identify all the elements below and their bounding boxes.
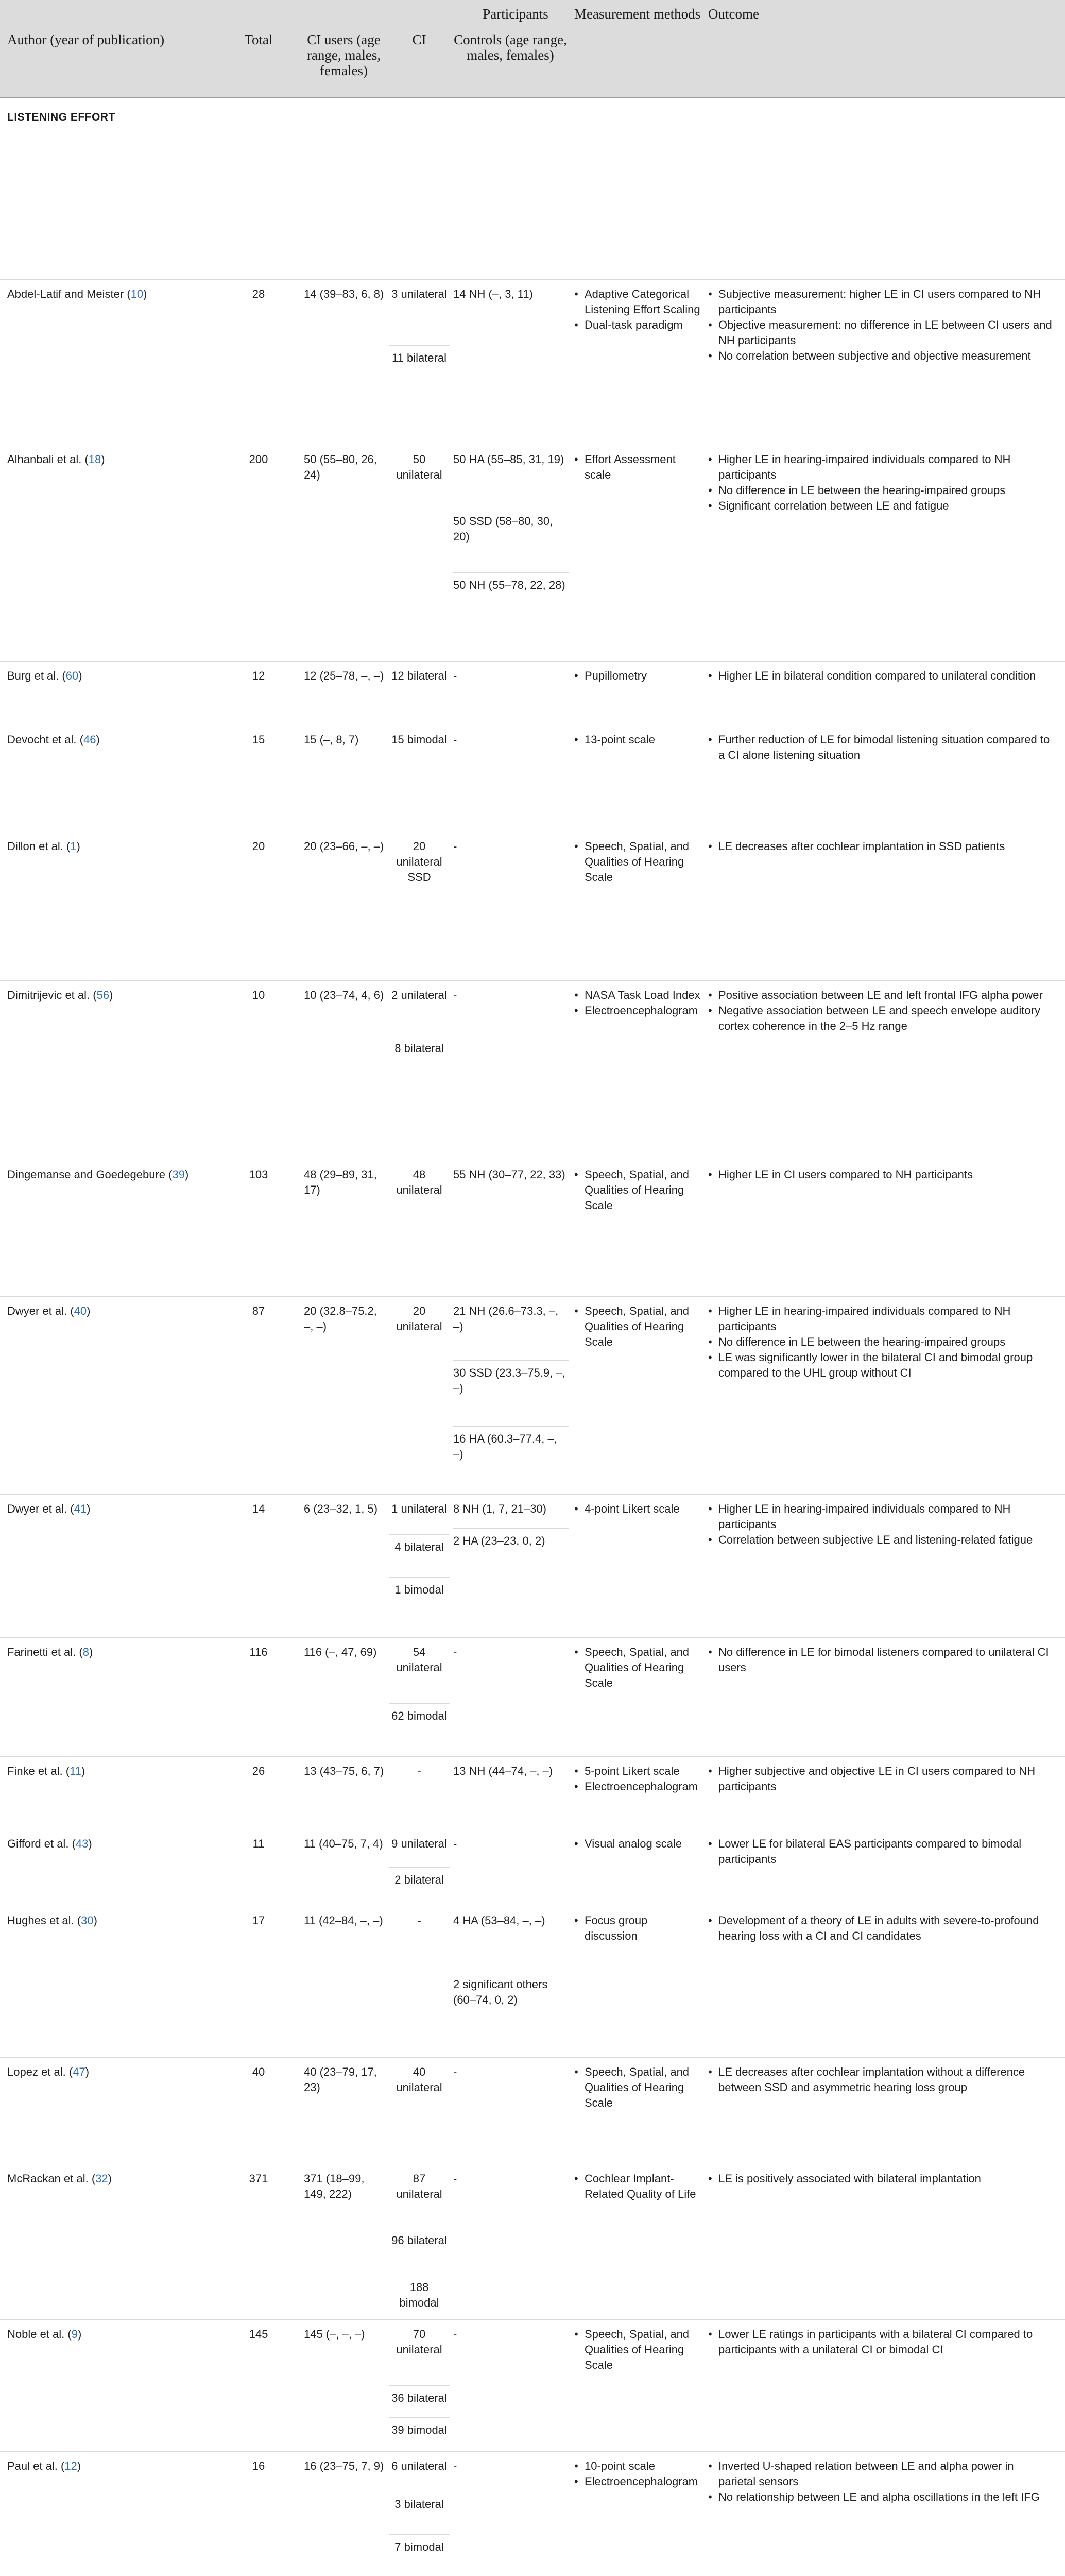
- table-row: [0, 1160, 1065, 1296]
- measurement-method: • 4-point Likert scale: [574, 1501, 703, 1517]
- ci-users-cell: 14 (39–83, 6, 8): [304, 287, 384, 300]
- ci-type-cell: 36 bilateral: [391, 2392, 447, 2404]
- total-cell: 26: [252, 1765, 265, 1777]
- outcome-item: • Positive association between LE and left frontal IFG alpha power: [708, 988, 1053, 1003]
- author-name: Hughes et al.: [7, 1914, 74, 1927]
- author-cell: Dillon et al. (1): [7, 840, 80, 853]
- outcome-list: [708, 2459, 1053, 2505]
- ci-type-cell: 70 unilateral: [396, 2328, 442, 2356]
- measurement-method: • Visual analog scale: [574, 1836, 703, 1852]
- measurement-method: • Focus group discussion: [574, 1913, 703, 1944]
- outcome-item: • Higher LE in hearing-impaired individuals compared to NH participants: [708, 452, 1053, 483]
- total-cell: 15: [252, 733, 265, 746]
- header-ci: CI: [412, 32, 426, 47]
- measurement-methods-list: [574, 1836, 703, 1852]
- measurement-methods-list: [574, 839, 703, 885]
- measurement-method: • Speech, Spatial, and Qualities of Hearing Scale: [574, 1167, 703, 1213]
- row-divider: [0, 1756, 1065, 1757]
- outcome-item: • No difference in LE between the hearing-impaired groups: [708, 483, 1053, 498]
- outcome-item: • No correlation between subjective and objective measurement: [708, 348, 1053, 364]
- measurement-methods-list: [574, 1303, 703, 1350]
- table-row: [0, 2451, 1065, 2576]
- citation-link[interactable]: 39: [172, 1168, 185, 1181]
- outcome-list: [708, 839, 1053, 854]
- ci-subrow-divider: [389, 1867, 450, 1868]
- ci-type-cell: 54 unilateral: [396, 1646, 442, 1674]
- author-cell: Farinetti et al. (8): [7, 1646, 93, 1658]
- outcome-item: • Subjective measurement: higher LE in CI users compared to NH participants: [708, 286, 1053, 317]
- total-cell: 20: [252, 840, 265, 853]
- header-measurement: Measurement methods: [574, 6, 701, 22]
- author-cell: Dimitrijevic et al. (56): [7, 989, 113, 1002]
- ci-type-cell: 8 bilateral: [394, 1042, 444, 1055]
- ci-type-cell: 15 bimodal: [391, 733, 447, 746]
- row-divider: [0, 1637, 1065, 1638]
- total-cell: 10: [252, 989, 265, 1002]
- outcome-item: • Development of a theory of LE in adults with severe-to-profound hearing loss with a CI and CI candidates: [708, 1913, 1053, 1944]
- citation-link[interactable]: 46: [83, 733, 96, 746]
- citation-link[interactable]: 10: [130, 287, 144, 300]
- measurement-method: • Speech, Spatial, and Qualities of Hearing Scale: [574, 2327, 703, 2373]
- measurement-methods-list: [574, 1501, 703, 1517]
- ci-type-cell: 2 bilateral: [394, 1873, 444, 1886]
- author-name: Alhanbali et al.: [7, 453, 82, 466]
- citation-link[interactable]: 41: [74, 1502, 87, 1515]
- row-divider: [0, 980, 1065, 981]
- measurement-method: • 10-point scale: [574, 2459, 703, 2474]
- row-divider: [0, 1494, 1065, 1495]
- measurement-methods-list: [574, 2459, 703, 2489]
- ci-type-cell: 1 unilateral: [391, 1502, 447, 1515]
- measurement-method: • Speech, Spatial, and Qualities of Hearing Scale: [574, 1303, 703, 1350]
- outcome-item: • No difference in LE for bimodal listeners compared to unilateral CI users: [708, 1645, 1053, 1675]
- ci-type-cell: 4 bilateral: [394, 1540, 444, 1553]
- header-controls: Controls (age range, males, females): [454, 32, 567, 63]
- total-cell: 200: [249, 453, 268, 466]
- measurement-methods-list: [574, 452, 703, 483]
- ci-type-cell: 6 unilateral: [391, 2460, 447, 2472]
- citation-link[interactable]: 47: [73, 2065, 85, 2078]
- citation-link[interactable]: 43: [75, 1837, 89, 1850]
- controls-cell: 4 HA (53–84, –, –): [453, 1914, 545, 1927]
- ci-users-cell: 6 (23–32, 1, 5): [304, 1502, 378, 1515]
- controls-subrow-divider: [453, 1360, 569, 1361]
- citation-link[interactable]: 18: [88, 453, 101, 466]
- section-title-listening-effort: LISTENING EFFORT: [7, 111, 115, 123]
- outcome-list: [708, 1764, 1053, 1794]
- controls-subrow-divider: [453, 1426, 569, 1427]
- outcome-list: [708, 452, 1053, 514]
- ci-type-cell: -: [417, 1914, 421, 1927]
- measurement-method: • Dual-task paradigm: [574, 317, 703, 333]
- measurement-methods-list: [574, 1167, 703, 1213]
- citation-link[interactable]: 9: [71, 2328, 78, 2341]
- ci-users-cell: 11 (42–84, –, –): [304, 1914, 383, 1927]
- header-ci-users: CI users (age range, males, females): [306, 32, 381, 78]
- author-name: Lopez et al.: [7, 2065, 66, 2078]
- total-cell: 371: [249, 2172, 268, 2185]
- ci-type-cell: 12 bilateral: [391, 669, 447, 682]
- citation-link[interactable]: 56: [96, 989, 110, 1002]
- ci-type-cell: 3 unilateral: [391, 287, 447, 300]
- measurement-methods-list: [574, 1764, 703, 1794]
- measurement-method: • Speech, Spatial, and Qualities of Hearing Scale: [574, 2064, 703, 2111]
- controls-cell: 50 HA (55–85, 31, 19): [453, 453, 564, 466]
- ci-type-cell: 1 bimodal: [394, 1583, 444, 1596]
- outcome-item: • No difference in LE between the hearing-impaired groups: [708, 1334, 1053, 1350]
- header-outcome: Outcome: [708, 6, 759, 22]
- table-row: [0, 1906, 1065, 2057]
- total-cell: 116: [249, 1646, 268, 1658]
- controls-cell: -: [453, 2172, 457, 2185]
- controls-subrow-divider: [453, 572, 569, 573]
- author-name: Paul et al.: [7, 2460, 58, 2472]
- ci-users-cell: 11 (40–75, 7, 4): [304, 1837, 383, 1850]
- measurement-method: • Pupillometry: [574, 668, 703, 684]
- outcome-item: • Objective measurement: no difference in LE between CI users and NH participants: [708, 317, 1053, 348]
- author-cell: Dwyer et al. (40): [7, 1304, 91, 1317]
- table-row: [0, 279, 1065, 445]
- ci-subrow-divider: [389, 2534, 450, 2535]
- row-divider: [0, 2319, 1065, 2320]
- measurement-method: • 13-point scale: [574, 732, 703, 748]
- outcome-item: • No relationship between LE and alpha oscillations in the left IFG: [708, 2489, 1053, 2505]
- author-name: Dwyer et al.: [7, 1304, 67, 1317]
- outcome-list: [708, 1836, 1053, 1867]
- outcome-list: [708, 2064, 1053, 2095]
- measurement-method: • Electroencephalogram: [574, 1003, 703, 1019]
- total-cell: 40: [252, 2065, 265, 2078]
- controls-cell: -: [453, 669, 457, 682]
- outcome-list: [708, 668, 1053, 684]
- citation-link[interactable]: 8: [82, 1646, 89, 1658]
- controls-cell: 2 significant others (60–74, 0, 2): [453, 1978, 548, 2006]
- total-cell: 17: [252, 1914, 265, 1927]
- controls-cell: 14 NH (–, 3, 11): [453, 287, 533, 300]
- author-name: Finke et al.: [7, 1765, 63, 1777]
- citation-link[interactable]: 30: [81, 1914, 94, 1927]
- outcome-item: • Lower LE for bilateral EAS participants compared to bimodal participants: [708, 1836, 1053, 1867]
- measurement-method: • Cochlear Implant-Related Quality of Life: [574, 2171, 703, 2202]
- ci-subrow-divider: [389, 345, 450, 346]
- measurement-methods-list: [574, 1645, 703, 1691]
- outcome-list: [708, 1303, 1053, 1381]
- outcome-item: • LE is positively associated with bilateral implantation: [708, 2171, 1053, 2187]
- outcome-list: [708, 1501, 1053, 1548]
- author-cell: Paul et al. (12): [7, 2460, 81, 2472]
- ci-type-cell: 62 bimodal: [391, 1709, 447, 1722]
- controls-cell: 16 HA (60.3–77.4, –, –): [453, 1432, 557, 1461]
- author-cell: Alhanbali et al. (18): [7, 453, 105, 466]
- citation-link[interactable]: 60: [65, 669, 79, 682]
- measurement-method: • Speech, Spatial, and Qualities of Hearing Scale: [574, 839, 703, 885]
- ci-type-cell: 20 unilateral: [396, 1304, 442, 1333]
- measurement-methods-list: [574, 732, 703, 748]
- row-divider: [0, 2451, 1065, 2452]
- ci-type-cell: 87 unilateral: [396, 2172, 442, 2200]
- ci-type-cell: 11 bilateral: [392, 351, 446, 364]
- ci-type-cell: 9 unilateral: [391, 1837, 447, 1850]
- row-divider: [0, 1296, 1065, 1297]
- header-total: Total: [244, 32, 273, 47]
- controls-cell: 30 SSD (23.3–75.9, –, –): [453, 1366, 565, 1395]
- author-cell: Lopez et al. (47): [7, 2065, 90, 2078]
- ci-users-cell: 48 (29–89, 31, 17): [304, 1168, 377, 1196]
- controls-cell: -: [453, 1837, 457, 1850]
- ci-subrow-divider: [389, 1577, 450, 1578]
- outcome-list: [708, 2171, 1053, 2187]
- ci-type-cell: 39 bimodal: [391, 2424, 447, 2436]
- outcome-item: • Significant correlation between LE and fatigue: [708, 498, 1053, 514]
- ci-users-cell: 116 (–, 47, 69): [304, 1646, 377, 1658]
- measurement-method: • Electroencephalogram: [574, 1779, 703, 1794]
- author-name: Farinetti et al.: [7, 1646, 76, 1658]
- author-cell: Dwyer et al. (41): [7, 1502, 91, 1515]
- table-row: [0, 1494, 1065, 1637]
- controls-cell: 21 NH (26.6–73.3, –, –): [453, 1304, 559, 1333]
- controls-cell: 55 NH (30–77, 22, 33): [453, 1168, 565, 1181]
- controls-cell: -: [453, 2460, 457, 2472]
- author-name: McRackan et al.: [7, 2172, 89, 2185]
- ci-users-cell: 20 (32.8–75.2, –, –): [304, 1304, 377, 1333]
- author-name: Dillon et al.: [7, 840, 63, 853]
- outcome-item: • Negative association between LE and speech envelope auditory cortex coherence in the 2–5 Hz range: [708, 1003, 1053, 1034]
- measurement-method: • Electroencephalogram: [574, 2474, 703, 2489]
- author-cell: Hughes et al. (30): [7, 1914, 97, 1927]
- outcome-item: • LE decreases after cochlear implantation without a difference between SSD and asymmetric hearing loss group: [708, 2064, 1053, 2095]
- citation-link[interactable]: 1: [70, 840, 77, 853]
- author-name: Dingemanse and Goedegebure: [7, 1168, 166, 1181]
- table-row: [0, 1829, 1065, 1906]
- ci-subrow-divider: [389, 2385, 450, 2386]
- total-cell: 103: [249, 1168, 268, 1181]
- controls-cell: -: [453, 733, 457, 746]
- ci-type-cell: 50 unilateral: [396, 453, 442, 481]
- controls-cell: -: [453, 1646, 457, 1658]
- outcome-list: [708, 1645, 1053, 1675]
- table-row: [0, 1296, 1065, 1495]
- outcome-item: • Higher subjective and objective LE in CI users compared to NH participants: [708, 1764, 1053, 1794]
- header-participants: Participants: [483, 6, 548, 22]
- outcome-list: [708, 286, 1053, 364]
- citation-link[interactable]: 12: [64, 2460, 77, 2472]
- outcome-item: • Lower LE ratings in participants with a bilateral CI compared to participants with a unilateral CI or bimodal CI: [708, 2327, 1053, 2358]
- author-name: Gifford et al.: [7, 1837, 69, 1850]
- controls-cell: 13 NH (44–74, –, –): [453, 1765, 553, 1777]
- total-cell: 12: [252, 669, 265, 682]
- outcome-list: [708, 732, 1053, 763]
- author-name: Dwyer et al.: [7, 1502, 67, 1515]
- author-name: Devocht et al.: [7, 733, 77, 746]
- author-name: Abdel-Latif and Meister: [7, 287, 124, 300]
- row-divider: [0, 661, 1065, 662]
- table-row: [0, 832, 1065, 981]
- outcome-item: • Correlation between subjective LE and listening-related fatigue: [708, 1532, 1053, 1548]
- outcome-list: [708, 2327, 1053, 2358]
- measurement-methods-list: [574, 2171, 703, 2202]
- controls-cell: -: [453, 840, 457, 853]
- ci-subrow-divider: [389, 2417, 450, 2418]
- table-row: [0, 445, 1065, 661]
- measurement-methods-list: [574, 1913, 703, 1944]
- measurement-methods-list: [574, 2327, 703, 2373]
- author-cell: Dingemanse and Goedegebure (39): [7, 1168, 189, 1181]
- measurement-method: • NASA Task Load Index: [574, 988, 703, 1003]
- outcome-item: • Higher LE in CI users compared to NH participants: [708, 1167, 1053, 1182]
- measurement-methods-list: [574, 286, 703, 333]
- controls-cell: -: [453, 989, 457, 1002]
- controls-cell: 8 NH (1, 7, 21–30): [453, 1502, 546, 1515]
- header-author: Author (year of publication): [7, 32, 165, 47]
- citation-link[interactable]: 11: [70, 1765, 81, 1777]
- ci-users-cell: 145 (–, –, –): [304, 2328, 365, 2341]
- author-cell: Gifford et al. (43): [7, 1837, 92, 1850]
- ci-type-cell: 188 bimodal: [399, 2281, 439, 2309]
- outcome-item: • LE was significantly lower in the bilateral CI and bimodal group compared to the UHL group without CI: [708, 1350, 1053, 1381]
- ci-users-cell: 12 (25–78, –, –): [304, 669, 384, 682]
- total-cell: 145: [249, 2328, 268, 2341]
- ci-subrow-divider: [389, 1703, 450, 1704]
- outcome-item: • Higher LE in hearing-impaired individuals compared to NH participants: [708, 1303, 1053, 1334]
- ci-type-cell: 48 unilateral: [396, 1168, 442, 1196]
- table-row: [0, 2319, 1065, 2452]
- author-name: Dimitrijevic et al.: [7, 989, 90, 1002]
- outcome-item: • Higher LE in hearing-impaired individuals compared to NH participants: [708, 1501, 1053, 1532]
- measurement-method: • Effort Assessment scale: [574, 452, 703, 483]
- ci-users-cell: 40 (23–79, 17, 23): [304, 2065, 377, 2094]
- outcome-item: • Higher LE in bilateral condition compared to unilateral condition: [708, 668, 1053, 684]
- measurement-methods-list: [574, 2064, 703, 2111]
- ci-type-cell: 7 bimodal: [394, 2540, 444, 2553]
- table-row: [0, 2057, 1065, 2164]
- ci-users-cell: 16 (23–75, 7, 9): [304, 2460, 384, 2472]
- ci-users-cell: 10 (23–74, 4, 6): [304, 989, 384, 1002]
- total-cell: 14: [252, 1502, 265, 1515]
- table-row: [0, 661, 1065, 725]
- measurement-methods-list: [574, 988, 703, 1019]
- header-rule: [0, 97, 1065, 98]
- row-divider: [0, 279, 1065, 280]
- ci-type-cell: 2 unilateral: [391, 989, 447, 1002]
- outcome-item: • LE decreases after cochlear implantation in SSD patients: [708, 839, 1053, 854]
- author-cell: Devocht et al. (46): [7, 733, 100, 746]
- table-row: [0, 2164, 1065, 2319]
- controls-cell: 50 SSD (58–80, 30, 20): [453, 515, 553, 543]
- author-cell: Noble et al. (9): [7, 2328, 82, 2341]
- table-row: [0, 1756, 1065, 1829]
- ci-type-cell: 40 unilateral: [396, 2065, 442, 2094]
- measurement-method: • Speech, Spatial, and Qualities of Hearing Scale: [574, 1645, 703, 1691]
- ci-type-cell: 96 bilateral: [391, 2234, 447, 2247]
- total-cell: 87: [252, 1304, 265, 1317]
- outcome-item: • Further reduction of LE for bimodal listening situation compared to a CI alone listening situation: [708, 732, 1053, 763]
- controls-cell: 50 NH (55–78, 22, 28): [453, 579, 565, 591]
- outcome-item: • Inverted U-shaped relation between LE and alpha power in parietal sensors: [708, 2459, 1053, 2489]
- measurement-method: • Adaptive Categorical Listening Effort Scaling: [574, 286, 703, 317]
- ci-type-cell: -: [417, 1765, 421, 1777]
- outcome-list: [708, 1913, 1053, 1944]
- measurement-method: • 5-point Likert scale: [574, 1764, 703, 1779]
- total-cell: 28: [252, 287, 265, 300]
- author-cell: Finke et al. (11): [7, 1765, 85, 1777]
- ci-type-cell: 3 bilateral: [394, 2498, 444, 2511]
- ci-users-cell: 371 (18–99, 149, 222): [304, 2172, 365, 2200]
- author-cell: McRackan et al. (32): [7, 2172, 112, 2185]
- controls-cell: -: [453, 2065, 457, 2078]
- author-name: Noble et al.: [7, 2328, 65, 2341]
- measurement-methods-list: [574, 668, 703, 684]
- author-name: Burg et al.: [7, 669, 59, 682]
- controls-cell: 2 HA (23–23, 0, 2): [453, 1534, 545, 1547]
- author-cell: Abdel-Latif and Meister (10): [7, 287, 147, 300]
- ci-users-cell: 20 (23–66, –, –): [304, 840, 384, 853]
- outcome-list: [708, 1167, 1053, 1182]
- ci-type-cell: 20 unilateral SSD: [396, 840, 442, 884]
- total-cell: 16: [252, 2460, 265, 2472]
- citation-link[interactable]: 32: [95, 2172, 108, 2185]
- outcome-list: [708, 988, 1053, 1034]
- ci-users-cell: 50 (55–80, 26, 24): [304, 453, 377, 481]
- table-row: [0, 980, 1065, 1160]
- controls-cell: -: [453, 2328, 457, 2341]
- total-cell: 11: [252, 1837, 265, 1850]
- author-cell: Burg et al. (60): [7, 669, 82, 682]
- table-row: [0, 1637, 1065, 1757]
- table-row: [0, 725, 1065, 832]
- citation-link[interactable]: 40: [74, 1304, 87, 1317]
- ci-subrow-divider: [389, 1534, 450, 1535]
- row-divider: [0, 2057, 1065, 2058]
- ci-users-cell: 13 (43–75, 6, 7): [304, 1765, 384, 1777]
- controls-subrow-divider: [453, 1528, 569, 1529]
- ci-users-cell: 15 (–, 8, 7): [304, 733, 359, 746]
